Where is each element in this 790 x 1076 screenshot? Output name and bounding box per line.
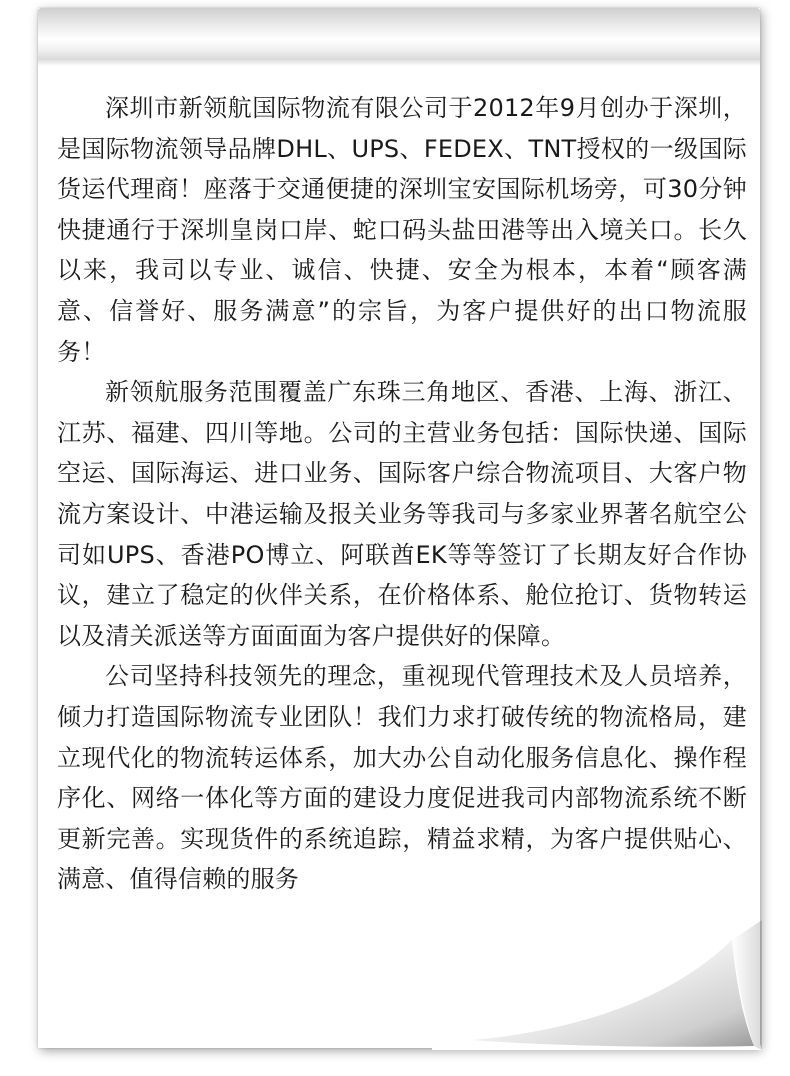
paragraph-company-intro: 深圳市新领航国际物流有限公司于2012年9月创办于深圳，是国际物流领导品牌DHL、UPS、FEDEX、TNT授权的一级国际货运代理商！座落于交通便捷的深圳宝安国际机场旁，可30分钟快捷通行于深圳皇岗口岸、蛇口码头盐田港等出入境关口。长久以来，我司以专业、诚信、快捷、安全为根本，本着“顾客满意、信誉好、服务满意”的宗旨，为客户提供好的出口物流服务！ <box>57 94 747 366</box>
paper-top-roll <box>38 8 760 60</box>
page-curl <box>432 920 762 1050</box>
document-body <box>57 88 747 900</box>
paragraph-service-scope: 新领航服务范围覆盖广东珠三角地区、香港、上海、浙江、江苏、福建、四川等地。公司的主营业务包括：国际快递、国际空运、国际海运、进口业务、国际客户综合物流项目、大客户物流方案设计、中港运输及报关业务等我司与多家业界著名航空公司如UPS、香港PO博立、阿联酋EK等等签订了长期友好合作协议，建立了稳定的伙伴关系，在价格体系、舱位抢订、货物转运以及清关派送等方面面面为客户提供好的保障。 <box>57 378 747 650</box>
paper-sheet <box>38 8 760 1048</box>
paragraph-philosophy: 公司坚持科技领先的理念，重视现代管理技术及人员培养，倾力打造国际物流专业团队！我们力求打破传统的物流格局，建立现代化的物流转运体系，加大办公自动化服务信息化、操作程序化、网络一体化等方面的建设力度促进我司内部物流系统不断更新完善。实现货件的系统追踪，精益求精，为客户提供贴心、满意、值得信赖的服务 <box>57 662 747 894</box>
